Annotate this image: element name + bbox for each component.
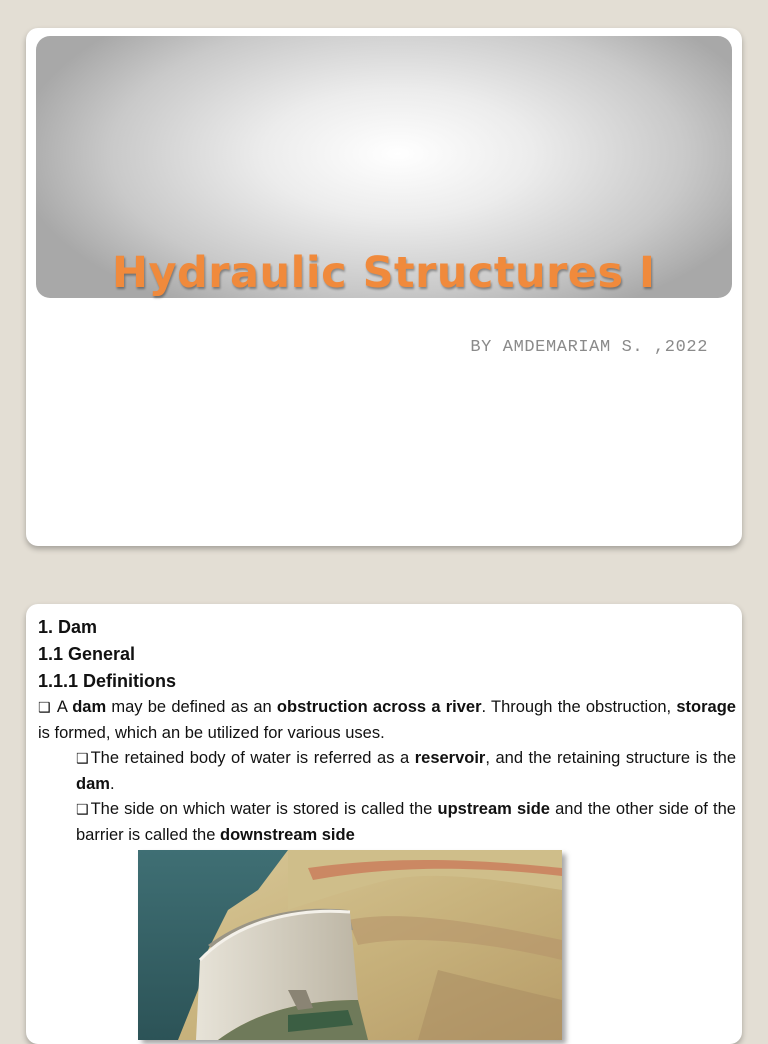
paragraph-dam-definition: ❑ A dam may be defined as an obstruction across a river. Through the obstruction, storage is formed, which an be utilized for various uses. bbox=[38, 698, 736, 742]
checkbox-bullet-icon: ❑ bbox=[38, 700, 51, 716]
paragraph-upstream-downstream: ❑ The side on which water is stored is called the upstream side and the other side of the barrier is called the downstream side bbox=[76, 800, 736, 844]
heading-definitions: 1.1.1 Definitions bbox=[38, 671, 177, 691]
heading-general: 1.1 General bbox=[38, 644, 136, 664]
checkbox-bullet-icon: ❑ bbox=[76, 751, 89, 767]
arch-dam-photo bbox=[138, 850, 562, 1040]
slide-content bbox=[38, 614, 736, 848]
checkbox-bullet-icon: ❑ bbox=[76, 802, 89, 818]
content-slide bbox=[26, 604, 742, 1044]
author-byline: BY AMDEMARIAM S. ,2022 bbox=[470, 338, 708, 357]
title-slide bbox=[26, 28, 742, 546]
paragraph-reservoir: ❑ The retained body of water is referred as a reservoir, and the retaining structure is the dam. bbox=[76, 749, 737, 793]
heading-dam: 1. Dam bbox=[38, 617, 98, 637]
slide-title: Hydraulic Structures I bbox=[112, 248, 656, 298]
